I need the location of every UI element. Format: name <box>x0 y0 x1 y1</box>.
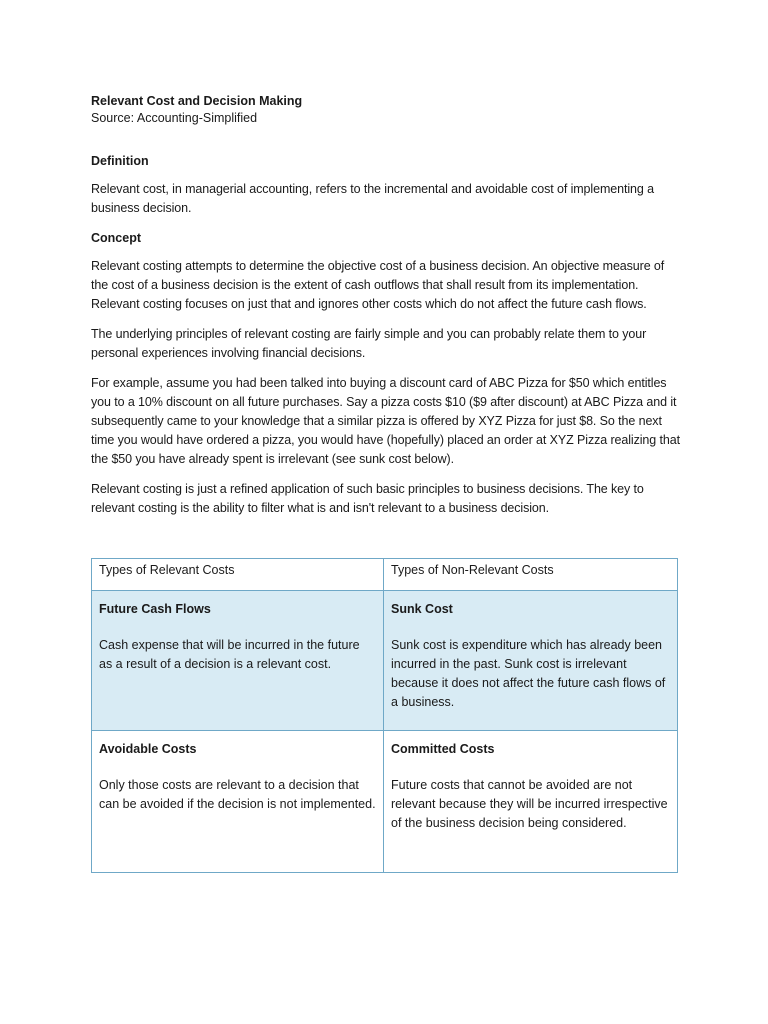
cell-text: Sunk cost is expenditure which has already been incurred in the past. Sunk cost is irrelevant because it does not affect the future cash flows of a business. <box>391 638 666 709</box>
table-cell-avoidable-costs <box>92 731 384 873</box>
concept-paragraph-1: Relevant costing attempts to determine the objective cost of a business decision. An objective measure of the cost of a business decision is the extent of cash outflows that shall result from its implementation. Relevant costing focuses on just that and ignores other costs which do not affect the future cash flows. <box>91 259 665 311</box>
cell-text: Cash expense that will be incurred in the future as a result of a decision is a relevant cost. <box>99 638 360 671</box>
cell-title: Future Cash Flows <box>99 602 211 616</box>
concept-paragraph-3: For example, assume you had been talked into buying a discount card of ABC Pizza for $50 which entitles you to a 10% discount on all future purchases. Say a pizza costs $10 ($9 after discount) at ABC Pizza and it subsequently came to your knowledge that a similar pizza is offered by XYZ Pizza for just $8. So the next time you would have ordered a pizza, you would have (hopefully) placed an order at XYZ Pizza realizing that the $50 you have already spent is irrelevant (see sunk cost below). <box>91 376 680 466</box>
table-row <box>92 591 678 731</box>
definition-heading: Definition <box>91 154 149 168</box>
cell-title: Avoidable Costs <box>99 742 197 756</box>
table-cell-sunk-cost <box>384 591 678 731</box>
cell-title: Committed Costs <box>391 742 495 756</box>
table-row <box>92 731 678 873</box>
definition-paragraph: Relevant cost, in managerial accounting, refers to the incremental and avoidable cost of implementing a business decision. <box>91 182 654 215</box>
cell-title: Sunk Cost <box>391 602 453 616</box>
cell-text: Only those costs are relevant to a decision that can be avoided if the decision is not implemented. <box>99 778 376 811</box>
table-header-row <box>92 559 678 591</box>
table-cell-committed-costs <box>384 731 678 873</box>
document-title: Relevant Cost and Decision Making <box>91 94 303 108</box>
table-cell-future-cash-flows <box>92 591 384 731</box>
concept-paragraph-2: The underlying principles of relevant costing are fairly simple and you can probably relate them to your personal experiences involving financial decisions. <box>91 327 647 360</box>
cell-text: Future costs that cannot be avoided are not relevant because they will be incurred irrespective of the business decision being considered. <box>391 778 668 830</box>
document-source: Source: Accounting-Simplified <box>91 111 258 125</box>
table-header-relevant: Types of Relevant Costs <box>92 559 384 591</box>
document-page <box>91 93 681 529</box>
title-block <box>91 93 681 127</box>
concept-heading: Concept <box>91 231 141 245</box>
concept-paragraph-4: Relevant costing is just a refined application of such basic principles to business decisions. The key to relevant costing is the ability to filter what is and isn't relevant to a business decision. <box>91 482 644 515</box>
table-header-non-relevant: Types of Non-Relevant Costs <box>384 559 678 591</box>
cost-types-table <box>91 558 678 873</box>
